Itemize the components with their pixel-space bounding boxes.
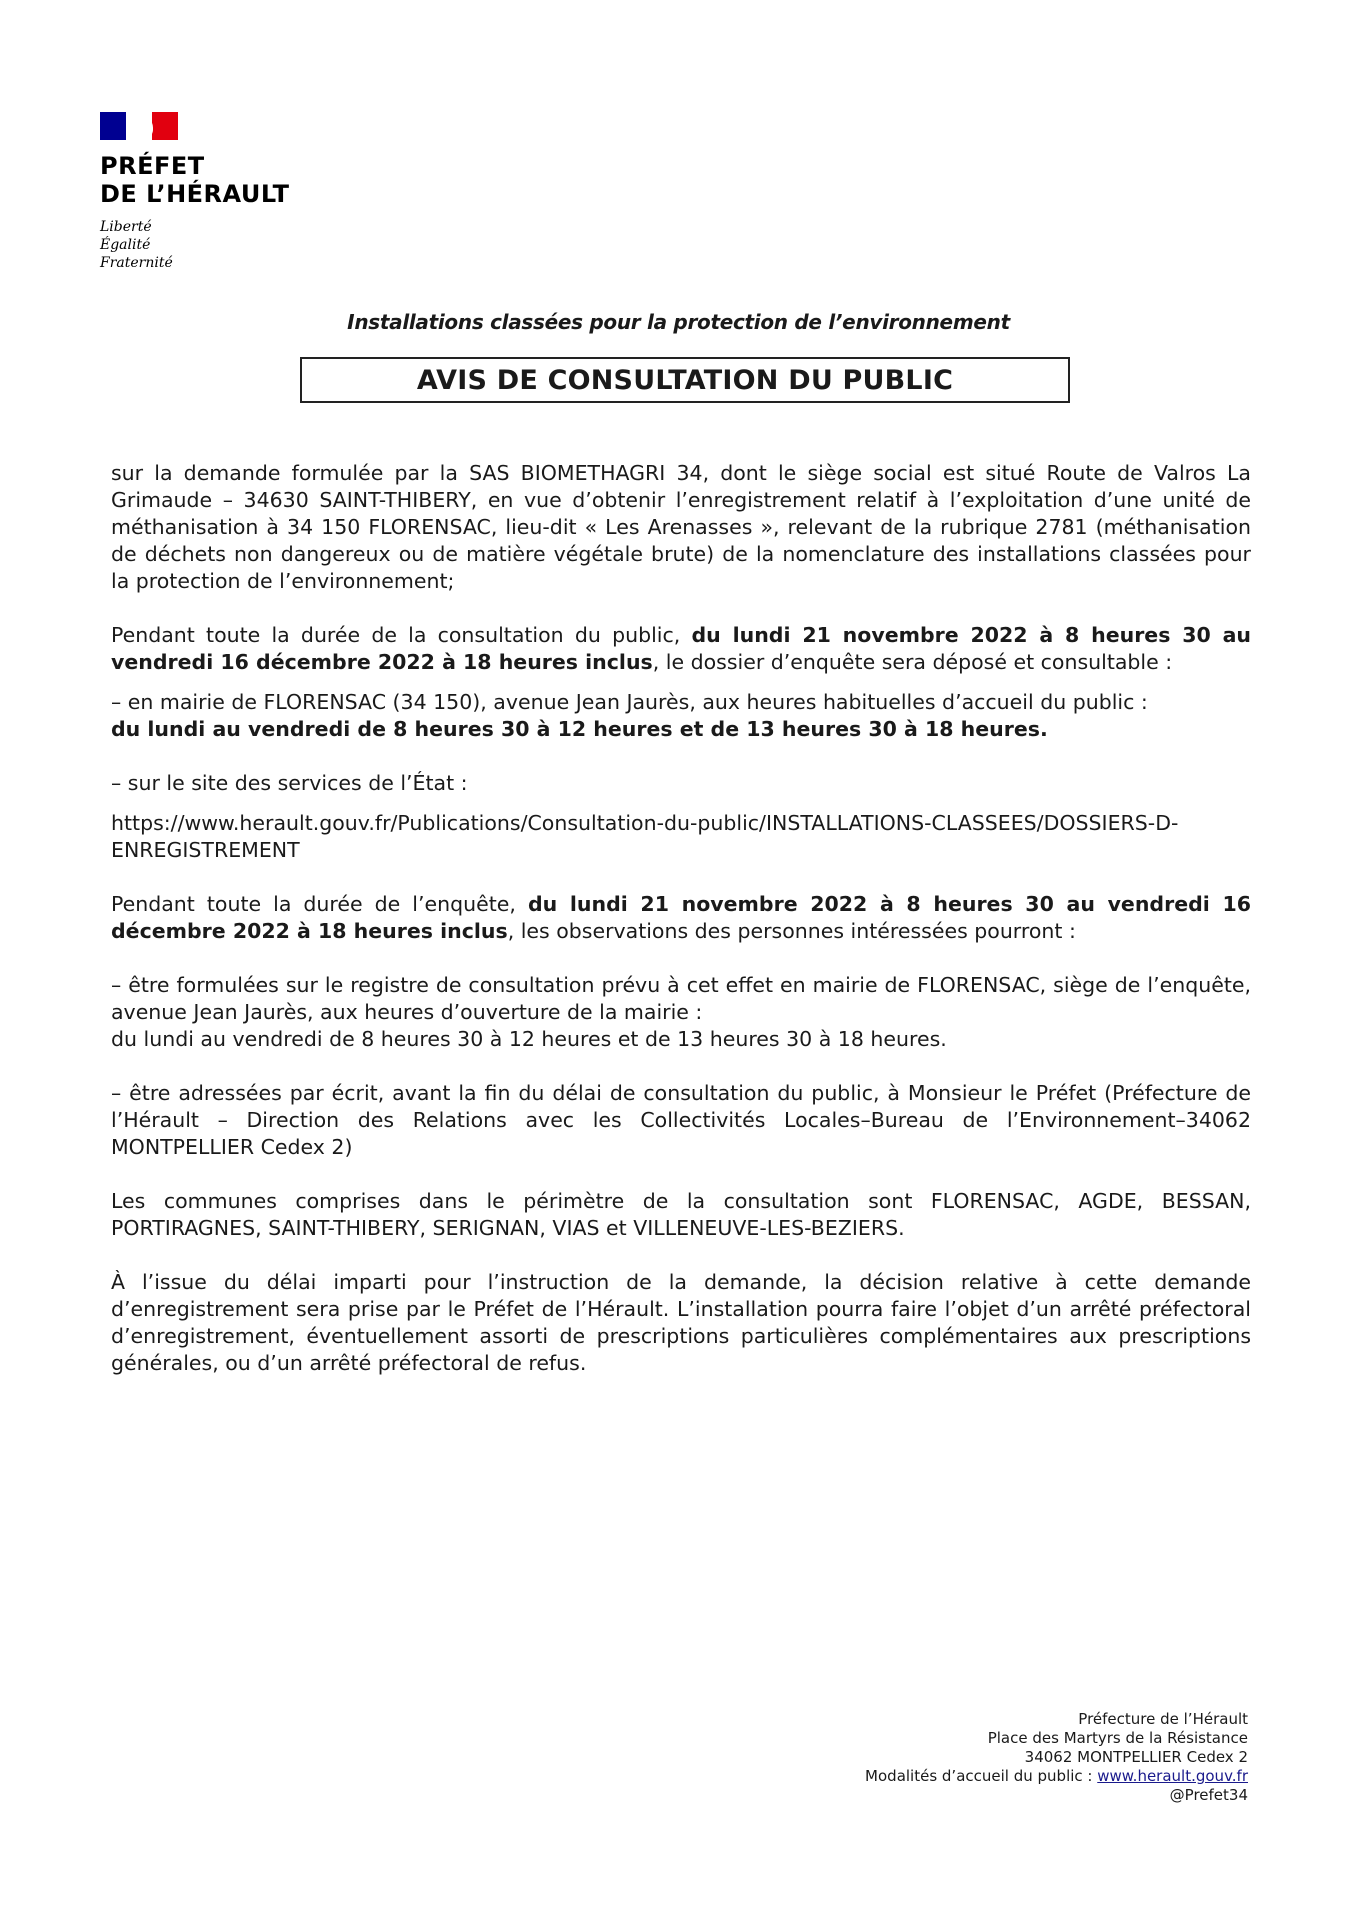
document-title: AVIS DE CONSULTATION DU PUBLIC — [300, 357, 1070, 403]
footer-line: Place des Martyrs de la Résistance — [987, 1729, 1248, 1747]
website-link[interactable]: www.herault.gouv.fr — [1097, 1767, 1248, 1785]
twitter-handle: @Prefet34 — [1169, 1786, 1248, 1804]
footer-line — [865, 1767, 1248, 1786]
consultation-dates: du lundi 21 novembre 2022 à 8 heures 30 au vendredi 16 décembre 2022 à 18 heures inclus — [111, 623, 1252, 674]
text: Pendant toute la durée de l’enquête, — [111, 892, 528, 916]
mairie-hours: du lundi au vendredi de 8 heures 30 à 12 heures et de 13 heures 30 à 18 heures. — [111, 717, 1048, 741]
footer-line: Préfecture de l’Hérault — [1078, 1710, 1248, 1728]
communes-paragraph: Les communes comprises dans le périmètre de la consultation sont FLORENSAC, AGDE, BESSAN, PORTIRAGNES, SAINT-THIBERY, SERIGNAN, VIAS et VILLENEUVE-LES-BEZIERS. — [111, 1189, 1251, 1240]
footer-address — [865, 1710, 1248, 1805]
registre-hours: du lundi au vendredi de 8 heures 30 à 12 heures et de 13 heures 30 à 18 heures. — [111, 1027, 947, 1051]
registre-paragraph: – être formulées sur le registre de consultation prévu à cet effet en mairie de FLORENSAC, siège de l’enquête, avenue Jean Jaurès, aux heures d’ouverture de la mairie : — [111, 973, 1251, 1024]
marianne-flag-icon — [100, 112, 178, 140]
mairie-paragraph: – en mairie de FLORENSAC (34 150), avenue Jean Jaurès, aux heures habituelles d’accueil du public : — [111, 690, 1148, 714]
motto-fraternite: Fraternité — [100, 255, 173, 271]
prefecture-logo — [100, 112, 290, 272]
text: , le dossier d’enquête sera déposé et consultable : — [652, 650, 1173, 674]
document-body — [111, 460, 1251, 1377]
text: Pendant toute la durée de la consultation du public, — [111, 623, 692, 647]
document-subtitle: Installations classées pour la protection de l’environnement — [347, 310, 1010, 334]
decision-paragraph: À l’issue du délai imparti pour l’instruction de la demande, la décision relative à cette demande d’enregistrement sera prise par le Préfet de l’Hérault. L’installation pourra faire l’objet d’un arrêté préfectoral d’enregistrement, éventuellement assorti de prescriptions particulières complémentaires aux prescriptions générales, ou d’un arrêté préfectoral de refus. — [111, 1270, 1251, 1375]
consultation-period-paragraph — [111, 622, 1251, 676]
enquete-dates: du lundi 21 novembre 2022 à 8 heures 30 au vendredi 16 décembre 2022 à 18 heures inclus — [111, 892, 1251, 943]
footer-line: 34062 MONTPELLIER Cedex 2 — [1024, 1748, 1248, 1766]
website-paragraph: – sur le site des services de l’État : — [111, 771, 468, 795]
motto-liberte: Liberté — [100, 219, 152, 235]
org-name-line1: PRÉFET — [100, 152, 205, 180]
text: , les observations des personnes intéressées pourront : — [507, 919, 1076, 943]
motto-egalite: Égalité — [100, 237, 151, 253]
website-url: https://www.herault.gouv.fr/Publications/Consultation-du-public/INSTALLATIONS-CLASSEES/DOSSIERS-D-ENREGISTREMENT — [111, 811, 1179, 862]
org-name — [100, 152, 290, 208]
footer-prefix: Modalités d’accueil du public : — [865, 1767, 1098, 1785]
org-name-line2: DE L’HÉRAULT — [100, 180, 290, 208]
ecrit-paragraph: – être adressées par écrit, avant la fin du délai de consultation du public, à Monsieur le Préfet (Préfecture de l’Hérault – Direction des Relations avec les Collectivités Locales–Bureau de l’Environnement–34062 MONTPELLIER Cedex 2) — [111, 1081, 1251, 1159]
enquete-period-paragraph — [111, 891, 1251, 945]
intro-paragraph: sur la demande formulée par la SAS BIOMETHAGRI 34, dont le siège social est situé Route de Valros La Grimaude – 34630 SAINT-THIBERY, en vue d’obtenir l’enregistrement relatif à l’exploitation d’une unité de méthanisation à 34 150 FLORENSAC, lieu-dit « Les Arenasses », relevant de la rubrique 2781 (méthanisation de déchets non dangereux ou de matière végétale brute) de la nomenclature des installations classées pour la protection de l’environnement; — [111, 461, 1251, 593]
motto — [100, 218, 290, 272]
